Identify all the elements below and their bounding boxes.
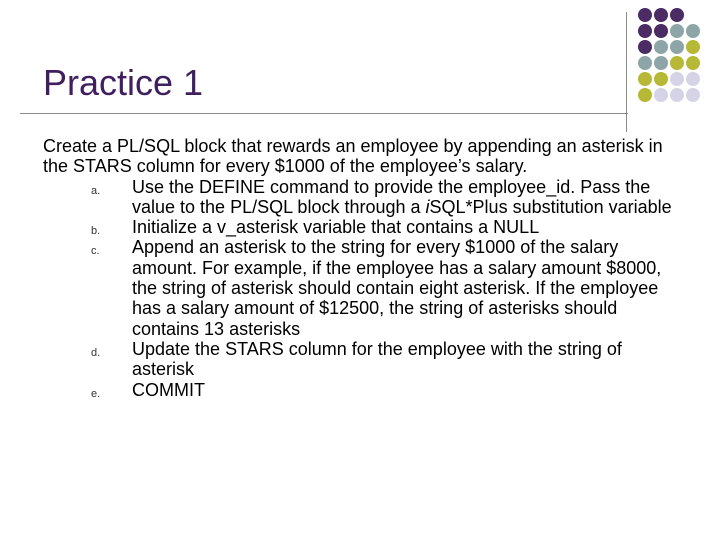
- list-item: [43, 380, 683, 400]
- decor-dot: [638, 72, 652, 86]
- list-item-text: i: [425, 196, 430, 217]
- list-item: [43, 339, 683, 380]
- slide-title: Practice 1: [43, 62, 204, 103]
- decor-dot: [670, 72, 684, 86]
- list-item-text: Append an asterisk to the string for every $1000 of the salary amount. For example, if the employee has a salary amount $8000, the string of asterisk should contain eight asterisk. If the employee has a salary amount of $12500, the string of asterisks should contains 13 asterisks: [132, 237, 662, 339]
- decor-dot: [638, 24, 652, 38]
- instruction-list: [43, 177, 683, 400]
- list-item-marker: c.: [91, 245, 100, 258]
- list-item-text: SQL*Plus substitution variable: [429, 196, 672, 217]
- decorative-dot-grid: [638, 8, 720, 108]
- list-item-marker: b.: [91, 225, 101, 238]
- list-item: [43, 177, 683, 218]
- decor-dot: [686, 72, 700, 86]
- list-item-text: Initialize a v_asterisk variable that contains a NULL: [132, 217, 540, 238]
- list-item-marker: e.: [91, 387, 101, 400]
- decor-dot: [638, 56, 652, 70]
- list-item-marker: d.: [91, 346, 101, 359]
- intro-paragraph: Create a PL/SQL block that rewards an employee by appending an asterisk in the STARS column for every $1000 of the employee’s salary.: [43, 136, 663, 177]
- decor-dot: [670, 40, 684, 54]
- decor-dot: [654, 72, 668, 86]
- decor-dot: [638, 40, 652, 54]
- decor-dot: [654, 88, 668, 102]
- decor-dot: [670, 8, 684, 22]
- decor-dot: [670, 24, 684, 38]
- title-divider-horizontal: [20, 113, 628, 114]
- decor-dot: [670, 56, 684, 70]
- decor-dot: [654, 24, 668, 38]
- decor-dot: [686, 88, 700, 102]
- decor-dot: [654, 56, 668, 70]
- decor-dot: [686, 24, 700, 38]
- decor-dot: [686, 40, 700, 54]
- list-item: [43, 217, 683, 237]
- list-item-marker: a.: [91, 184, 101, 197]
- list-item: [43, 237, 683, 338]
- slide-body: [43, 136, 683, 400]
- decor-dot: [686, 56, 700, 70]
- list-item-text: COMMIT: [132, 379, 205, 400]
- list-item-text: Update the STARS column for the employee with the string of asterisk: [132, 338, 622, 380]
- decor-dot: [654, 8, 668, 22]
- list-item-text: Use the DEFINE command to provide the employee_id. Pass the value to the PL/SQL block through a: [132, 176, 651, 217]
- decor-dot: [638, 88, 652, 102]
- decor-dot: [670, 88, 684, 102]
- title-divider-vertical: [626, 12, 627, 132]
- decor-dot: [654, 40, 668, 54]
- decor-dot: [638, 8, 652, 22]
